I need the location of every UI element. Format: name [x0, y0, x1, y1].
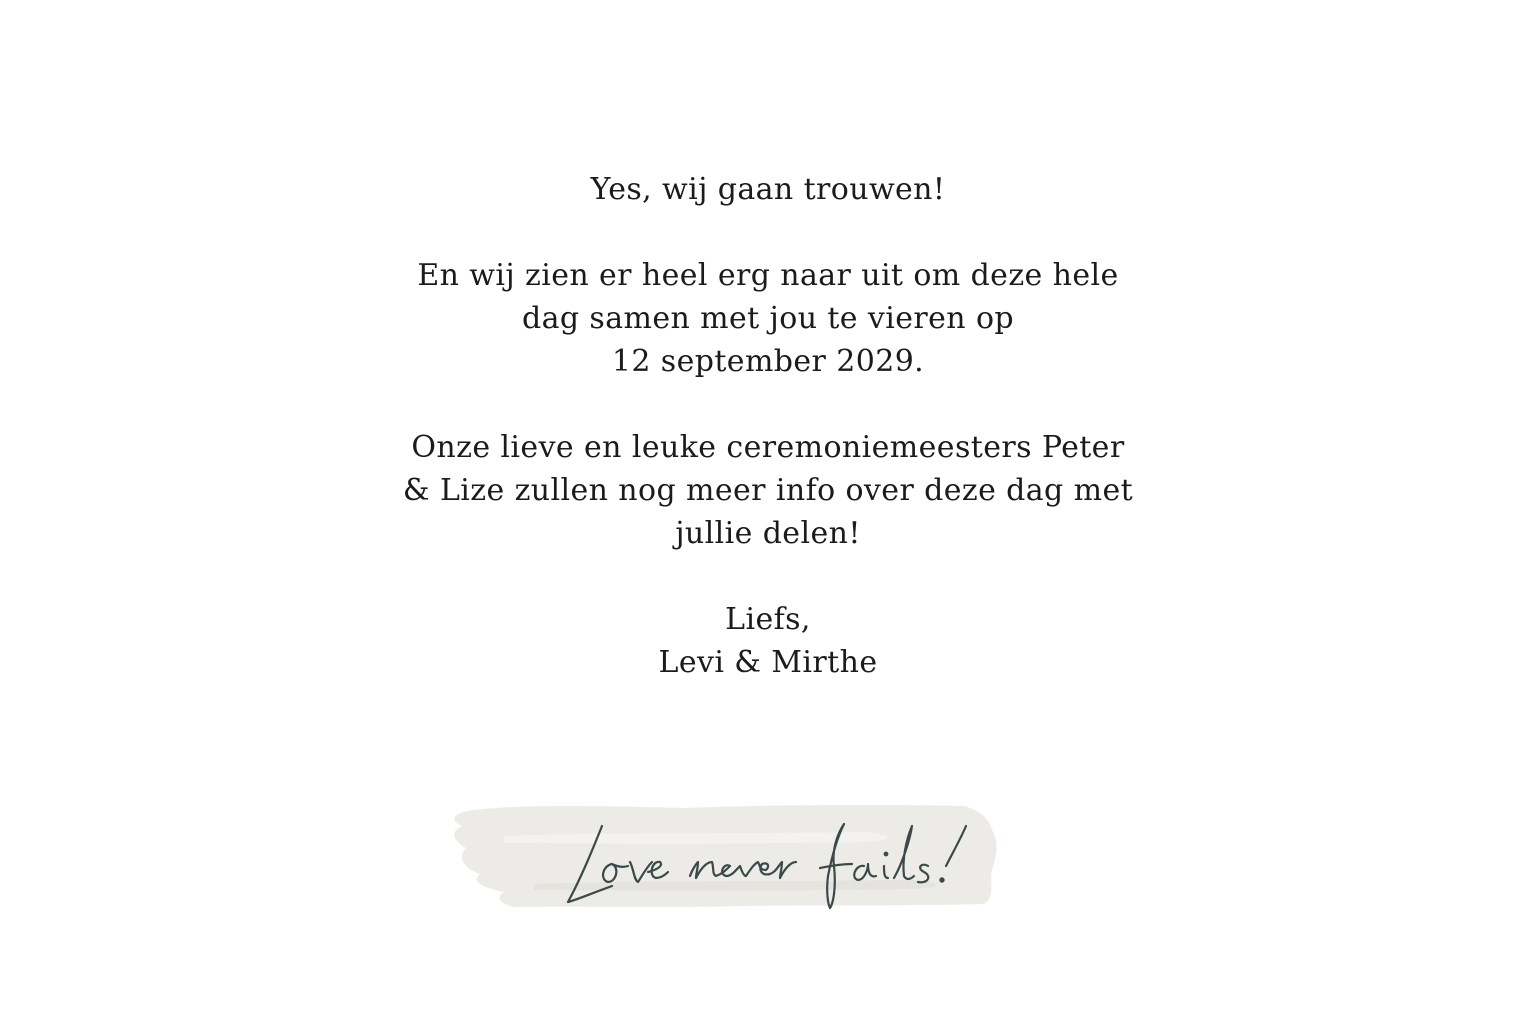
spacer [368, 555, 1168, 598]
invitation-date-line: 12 september 2029. [611, 344, 925, 379]
script-exclamation-dot [940, 878, 943, 881]
motto-brush-block [444, 796, 1009, 916]
script-letter-L [568, 826, 612, 902]
invitation-line: dag samen met jou te vieren op [521, 301, 1015, 336]
signature: Levi & Mirthe [658, 645, 878, 680]
motto-script-text [444, 796, 1009, 916]
info-line: Onze lieve en leuke ceremoniemeesters Peter [411, 430, 1125, 465]
spacer [368, 383, 1168, 426]
info-line: & Lize zullen nog meer info over deze dag met [402, 473, 1134, 508]
closing: Liefs, [725, 602, 811, 637]
heading: Yes, wij gaan trouwen! [590, 172, 946, 207]
script-letter-f [820, 824, 852, 908]
script-letter-o [603, 864, 628, 882]
script-letter-s [918, 865, 928, 883]
script-letter-a [854, 864, 876, 880]
script-letter-l [894, 826, 914, 879]
script-exclamation [946, 826, 966, 866]
script-letter-i [884, 866, 888, 878]
invitation-line: En wij zien er heel erg naar uit om deze hele [417, 258, 1119, 293]
invitation-message [368, 168, 1168, 684]
script-word-never [690, 862, 796, 878]
spacer [368, 211, 1168, 254]
script-dot-i [885, 853, 888, 856]
info-line: jullie delen! [675, 516, 861, 551]
